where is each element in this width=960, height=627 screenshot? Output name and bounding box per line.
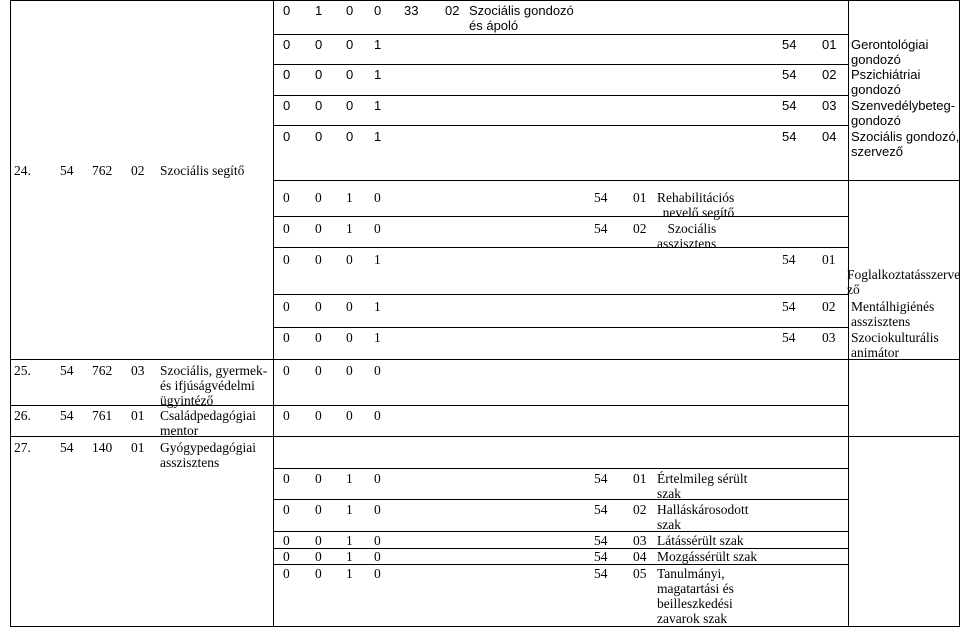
sub-code: 02 bbox=[633, 221, 647, 236]
code: 54 bbox=[594, 533, 608, 548]
bit: 0 bbox=[346, 363, 353, 378]
grid-line bbox=[273, 359, 849, 360]
bit: 1 bbox=[374, 67, 382, 82]
grid-line bbox=[273, 531, 849, 532]
bit: 0 bbox=[315, 408, 322, 423]
row-title: Szociális, gyermek- és ifjúságvédelmi ügyintéző bbox=[160, 363, 268, 408]
row-code: 54 bbox=[60, 408, 74, 423]
row-code: 54 bbox=[60, 440, 74, 455]
bit: 0 bbox=[283, 502, 290, 517]
code: 54 bbox=[782, 67, 797, 82]
bit: 1 bbox=[374, 98, 382, 113]
code: 54 bbox=[782, 252, 796, 267]
bit: 1 bbox=[346, 533, 353, 548]
bit: 0 bbox=[346, 252, 353, 267]
bit: 0 bbox=[374, 502, 381, 517]
bit: 0 bbox=[346, 408, 353, 423]
row-number: 24. bbox=[14, 163, 31, 178]
row-number: 26. bbox=[14, 408, 31, 423]
bit: 0 bbox=[315, 502, 322, 517]
title: Gerontológiai gondozó bbox=[851, 37, 929, 67]
bit: 0 bbox=[346, 330, 353, 345]
grid-line bbox=[273, 247, 849, 248]
bit: 0 bbox=[283, 408, 290, 423]
bit: 0 bbox=[346, 67, 354, 82]
grid-line bbox=[273, 436, 849, 437]
bit: 0 bbox=[374, 190, 381, 205]
bit: 0 bbox=[315, 252, 322, 267]
bit: 0 bbox=[374, 549, 381, 564]
code: 54 bbox=[782, 129, 797, 144]
bit: 0 bbox=[283, 299, 290, 314]
grid-line bbox=[273, 34, 849, 35]
sub-code: 02 bbox=[445, 3, 460, 18]
code: 54 bbox=[594, 471, 608, 486]
row-title: Szociális segítő bbox=[160, 163, 245, 178]
sub-code: 01 bbox=[822, 37, 837, 52]
bit: 1 bbox=[374, 129, 382, 144]
title: Értelmileg sérült szak bbox=[657, 471, 748, 501]
bit: 0 bbox=[346, 3, 354, 18]
grid-line bbox=[273, 95, 849, 96]
code: 33 bbox=[404, 3, 419, 18]
grid-line bbox=[848, 436, 960, 437]
bit: 1 bbox=[346, 549, 353, 564]
title: Látássérült szak bbox=[657, 533, 744, 548]
grid-line bbox=[273, 0, 849, 1]
bit: 0 bbox=[374, 566, 381, 581]
grid-line bbox=[273, 180, 849, 181]
code: 54 bbox=[594, 549, 608, 564]
bit: 0 bbox=[315, 471, 322, 486]
code: 54 bbox=[782, 98, 797, 113]
grid-line bbox=[273, 125, 849, 126]
bit: 0 bbox=[346, 98, 354, 113]
bit: 0 bbox=[315, 221, 322, 236]
row-num: 140 bbox=[92, 440, 113, 455]
row-num: 762 bbox=[92, 363, 113, 378]
bit: 1 bbox=[346, 566, 353, 581]
sub-code: 03 bbox=[822, 98, 837, 113]
sub-code: 02 bbox=[822, 67, 837, 82]
grid-line bbox=[10, 359, 274, 360]
bit: 0 bbox=[315, 37, 323, 52]
bit: 0 bbox=[283, 533, 290, 548]
bit: 0 bbox=[374, 408, 381, 423]
title: Mozgássérült szak bbox=[657, 549, 758, 564]
code: 54 bbox=[782, 330, 796, 345]
row-num: 762 bbox=[92, 163, 113, 178]
code: 54 bbox=[782, 37, 797, 52]
grid-line bbox=[10, 0, 11, 627]
title: Rehabilitációs nevelő segítő bbox=[657, 190, 735, 220]
bit: 0 bbox=[315, 299, 322, 314]
row-sub: 02 bbox=[131, 163, 145, 178]
bit: 0 bbox=[374, 533, 381, 548]
title: Pszichiátriai gondozó bbox=[851, 67, 921, 97]
code: 54 bbox=[594, 221, 608, 236]
grid-line bbox=[273, 564, 849, 565]
code: 54 bbox=[782, 299, 796, 314]
grid-line bbox=[273, 294, 849, 295]
bit: 0 bbox=[374, 221, 381, 236]
row-sub: 01 bbox=[131, 408, 145, 423]
sub-code: 03 bbox=[822, 330, 836, 345]
bit: 1 bbox=[374, 299, 381, 314]
sub-code: 02 bbox=[822, 299, 836, 314]
row-code: 54 bbox=[60, 363, 74, 378]
bit: 0 bbox=[283, 37, 291, 52]
bit: 0 bbox=[315, 533, 322, 548]
grid-line bbox=[273, 64, 849, 65]
bit: 0 bbox=[315, 363, 322, 378]
row-title: Gyógypedagógiai asszisztens bbox=[160, 440, 256, 470]
bit: 0 bbox=[346, 37, 354, 52]
title: Szociális gondozó és ápoló bbox=[469, 3, 574, 33]
bit: 0 bbox=[283, 363, 290, 378]
title: Mentálhigiénés asszisztens bbox=[851, 299, 935, 329]
bit: 0 bbox=[283, 98, 291, 113]
bit: 0 bbox=[283, 252, 290, 267]
bit: 0 bbox=[283, 3, 291, 18]
row-number: 25. bbox=[14, 363, 31, 378]
title: Foglalkoztatásszerve ző bbox=[847, 267, 960, 297]
grid-line bbox=[848, 180, 960, 181]
sub-code: 02 bbox=[633, 502, 647, 517]
sub-code: 04 bbox=[822, 129, 837, 144]
bit: 1 bbox=[374, 330, 381, 345]
bit: 1 bbox=[346, 221, 353, 236]
grid-line bbox=[273, 499, 849, 500]
bit: 1 bbox=[346, 471, 353, 486]
title: Szociokulturális animátor bbox=[851, 330, 939, 360]
bit: 0 bbox=[374, 3, 382, 18]
code: 54 bbox=[594, 502, 608, 517]
grid-line bbox=[273, 216, 849, 217]
grid-line bbox=[273, 468, 849, 469]
title: Tanulmányi, magatartási és beilleszkedési zavarok szak bbox=[657, 566, 734, 626]
grid-line bbox=[273, 548, 849, 549]
row-num: 761 bbox=[92, 408, 113, 423]
bit: 0 bbox=[346, 129, 354, 144]
grid-line bbox=[273, 327, 849, 328]
bit: 0 bbox=[315, 98, 323, 113]
sub-code: 04 bbox=[633, 549, 647, 564]
row-sub: 01 bbox=[131, 440, 145, 455]
bit: 0 bbox=[283, 67, 291, 82]
sub-code: 01 bbox=[822, 252, 836, 267]
bit: 0 bbox=[315, 566, 322, 581]
row-code: 54 bbox=[60, 163, 74, 178]
row-sub: 03 bbox=[131, 363, 145, 378]
bit: 1 bbox=[346, 190, 353, 205]
bit: 0 bbox=[283, 330, 290, 345]
bit: 0 bbox=[283, 566, 290, 581]
grid-line bbox=[848, 0, 960, 1]
bit: 0 bbox=[315, 190, 322, 205]
bit: 0 bbox=[283, 129, 291, 144]
bit: 0 bbox=[315, 549, 322, 564]
bit: 0 bbox=[283, 471, 290, 486]
bit: 0 bbox=[346, 299, 353, 314]
title: Szociális gondozó, szervező bbox=[851, 129, 960, 159]
bit: 0 bbox=[315, 330, 322, 345]
sub-code: 03 bbox=[633, 533, 647, 548]
bit: 0 bbox=[374, 471, 381, 486]
bit: 0 bbox=[283, 221, 290, 236]
bit: 0 bbox=[315, 129, 323, 144]
grid-line bbox=[273, 405, 849, 406]
title: Szociális asszisztens bbox=[657, 221, 717, 251]
code: 54 bbox=[594, 190, 608, 205]
sub-code: 01 bbox=[633, 190, 647, 205]
sub-code: 01 bbox=[633, 471, 647, 486]
bit: 0 bbox=[283, 549, 290, 564]
code: 54 bbox=[594, 566, 608, 581]
sub-code: 05 bbox=[633, 566, 647, 581]
bit: 1 bbox=[374, 37, 382, 52]
grid-line bbox=[10, 0, 274, 1]
bit: 1 bbox=[346, 502, 353, 517]
bit: 0 bbox=[283, 190, 290, 205]
title: Szenvedélybeteg- gondozó bbox=[851, 98, 956, 128]
row-number: 27. bbox=[14, 440, 31, 455]
row-title: Családpedagógiai mentor bbox=[160, 408, 256, 438]
title: Halláskárosodott szak bbox=[657, 502, 749, 532]
bit: 0 bbox=[315, 67, 323, 82]
bit: 1 bbox=[374, 252, 381, 267]
bit: 1 bbox=[315, 3, 323, 18]
bit: 0 bbox=[374, 363, 381, 378]
